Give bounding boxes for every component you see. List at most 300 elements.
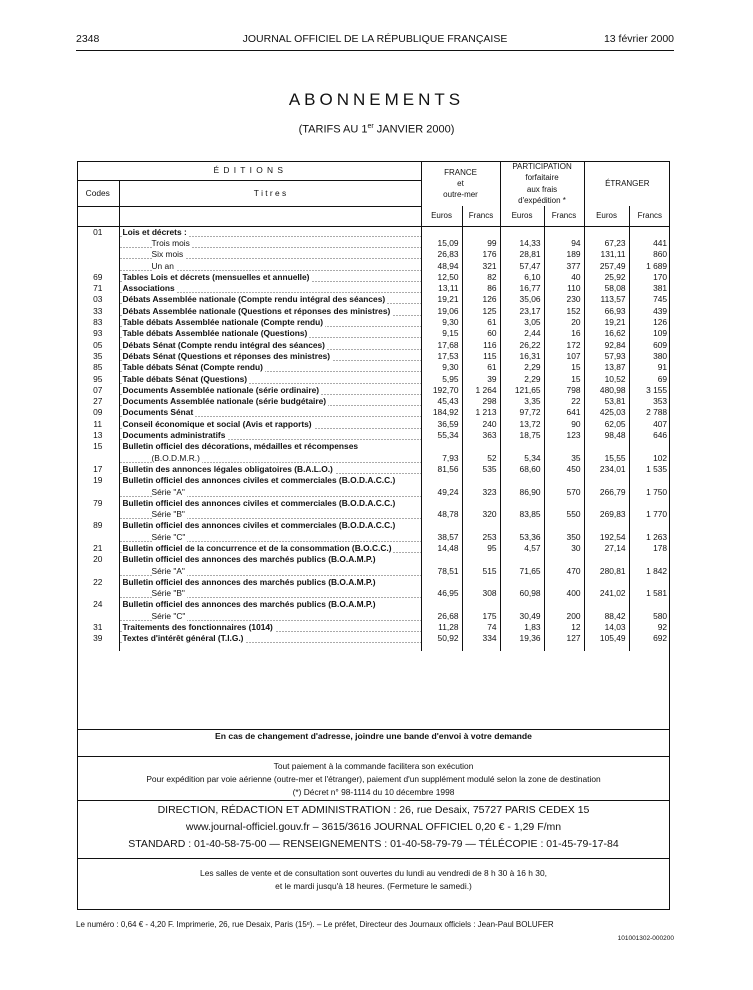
row-subtitle-text: Série "C" <box>151 610 186 621</box>
price-cell: 175 <box>462 611 500 622</box>
table-row <box>77 294 670 305</box>
price-cell: 131,11 <box>584 249 629 260</box>
row-title <box>119 622 421 633</box>
row-title-text: Trois mois <box>151 237 190 248</box>
francs-header: Francs <box>462 206 500 226</box>
price-cell: 320 <box>462 509 500 520</box>
row-code: 11 <box>93 418 103 429</box>
row-code: 15 <box>93 441 103 452</box>
page-title: ABONNEMENTS <box>288 90 465 109</box>
table-row <box>77 577 670 588</box>
price-cell: 16,62 <box>584 328 629 339</box>
table-row <box>77 306 670 317</box>
table-row <box>77 487 670 498</box>
price-cell: 52 <box>462 453 500 464</box>
price-cell: 5,95 <box>421 374 462 385</box>
price-cell: 860 <box>629 249 670 260</box>
empty-cell <box>584 441 629 452</box>
price-cell: 4,57 <box>500 543 544 554</box>
price-cell: 9,30 <box>421 362 462 373</box>
tariff-table <box>77 161 670 651</box>
price-cell: 13,72 <box>500 419 544 430</box>
table-row <box>77 328 670 339</box>
price-cell: 58,08 <box>584 283 629 294</box>
table-row <box>77 385 670 396</box>
price-cell: 1 535 <box>629 464 670 475</box>
row-code: 89 <box>93 520 103 531</box>
price-cell: 67,23 <box>584 238 629 249</box>
table-row <box>77 261 670 272</box>
price-cell: 3 155 <box>629 385 670 396</box>
page-number: 2348 <box>76 33 100 45</box>
row-code <box>77 249 119 260</box>
price-cell: 2,44 <box>500 328 544 339</box>
price-cell: 61 <box>462 317 500 328</box>
row-title <box>119 317 421 328</box>
price-cell: 1 842 <box>629 566 670 577</box>
payment-notice: Tout paiement à la commande facilitera son exécution Pour expédition par voie aérienne (outre-mer et l'étranger), paiement d'un supplément modulé selon la zone de destination (*) Décret n° 98-1114 du 10 décembre 1998 <box>146 761 601 797</box>
price-cell: 439 <box>629 306 670 317</box>
price-cell: 57,93 <box>584 351 629 362</box>
price-cell: 535 <box>462 464 500 475</box>
table-row <box>77 396 670 407</box>
row-title <box>119 520 421 531</box>
price-cell: 99 <box>462 238 500 249</box>
price-cell: 3,05 <box>500 317 544 328</box>
row-code: 13 <box>93 430 103 441</box>
price-cell: 15 <box>544 362 584 373</box>
table-row <box>77 464 670 475</box>
price-cell: 48,94 <box>421 261 462 272</box>
row-title <box>119 238 421 249</box>
table-row <box>77 317 670 328</box>
table-row <box>77 509 670 520</box>
price-cell: 116 <box>462 340 500 351</box>
price-cell: 189 <box>544 249 584 260</box>
price-cell: 2 788 <box>629 407 670 418</box>
price-cell: 6,10 <box>500 272 544 283</box>
francs-header: Francs <box>544 206 584 226</box>
row-title <box>119 554 421 565</box>
empty-cell <box>462 475 500 486</box>
price-cell: 97,72 <box>500 407 544 418</box>
price-cell: 200 <box>544 611 584 622</box>
row-title-text: Débats Sénat (Compte rendu intégral des séances) <box>122 339 325 350</box>
price-cell: 184,92 <box>421 407 462 418</box>
price-cell: 121,65 <box>500 385 544 396</box>
price-cell: 26,68 <box>421 611 462 622</box>
empty-cell <box>500 520 544 531</box>
table-row <box>77 475 670 486</box>
empty-cell <box>421 599 462 610</box>
price-cell: 17,53 <box>421 351 462 362</box>
row-code: 17 <box>93 463 103 474</box>
row-title <box>119 261 421 272</box>
price-cell: 86,90 <box>500 487 544 498</box>
row-code: 79 <box>93 497 103 508</box>
header-rule <box>76 50 674 51</box>
table-row <box>77 611 670 622</box>
price-cell: 321 <box>462 261 500 272</box>
price-cell <box>544 226 584 238</box>
journal-name: JOURNAL OFFICIEL DE LA RÉPUBLIQUE FRANÇAISE <box>242 33 508 45</box>
price-cell: 61 <box>462 362 500 373</box>
price-cell: 257,49 <box>584 261 629 272</box>
price-cell: 91 <box>629 362 670 373</box>
empty-cell <box>500 475 544 486</box>
row-title <box>119 430 421 441</box>
row-code: 27 <box>93 396 103 407</box>
row-code: 71 <box>93 283 103 294</box>
row-title <box>119 633 421 644</box>
empty-cell <box>544 599 584 610</box>
price-cell: 609 <box>629 340 670 351</box>
price-cell: 170 <box>629 272 670 283</box>
row-title-text: Table débats Assemblée nationale (Questions) <box>122 328 308 339</box>
table-row <box>77 543 670 554</box>
empty-cell <box>629 577 670 588</box>
row-subtitle <box>119 611 421 622</box>
codes-header: Codes <box>77 180 119 206</box>
price-cell: 745 <box>629 294 670 305</box>
price-cell: 9,30 <box>421 317 462 328</box>
price-cell <box>462 226 500 238</box>
empty-cell <box>629 498 670 509</box>
table-row <box>77 498 670 509</box>
price-cell: 49,24 <box>421 487 462 498</box>
euros-header: Euros <box>421 206 462 226</box>
row-code: 85 <box>93 362 103 373</box>
price-cell: 15,55 <box>584 453 629 464</box>
price-cell: 570 <box>544 487 584 498</box>
empty-cell <box>544 475 584 486</box>
euros-header: Euros <box>500 206 544 226</box>
price-cell: 425,03 <box>584 407 629 418</box>
francs-header: Francs <box>629 206 670 226</box>
row-code: 35 <box>93 350 103 361</box>
table-row <box>77 520 670 531</box>
row-code <box>77 453 119 464</box>
table-row <box>77 419 670 430</box>
price-cell: 60 <box>462 328 500 339</box>
price-cell: 380 <box>629 351 670 362</box>
price-cell: 123 <box>544 430 584 441</box>
price-cell: 26,83 <box>421 249 462 260</box>
price-cell: 92,84 <box>584 340 629 351</box>
empty-cell <box>629 475 670 486</box>
row-title <box>119 385 421 396</box>
price-cell: 90 <box>544 419 584 430</box>
price-cell: 280,81 <box>584 566 629 577</box>
empty-cell <box>584 520 629 531</box>
row-title-text: Bulletin officiel des annonces des marchés publics (B.O.A.M.P.) <box>122 554 376 565</box>
price-cell: 88,42 <box>584 611 629 622</box>
price-cell: 298 <box>462 396 500 407</box>
price-cell: 35,06 <box>500 294 544 305</box>
table-row <box>77 362 670 373</box>
price-cell: 1 263 <box>629 532 670 543</box>
table-row <box>77 407 670 418</box>
price-cell: 102 <box>629 453 670 464</box>
row-title <box>119 328 421 339</box>
price-cell: 10,52 <box>584 374 629 385</box>
row-code: 31 <box>93 622 103 633</box>
empty-cell <box>421 554 462 565</box>
price-cell: 14,48 <box>421 543 462 554</box>
empty-cell <box>500 554 544 565</box>
price-cell: 28,81 <box>500 249 544 260</box>
price-cell: 515 <box>462 566 500 577</box>
price-cell: 407 <box>629 419 670 430</box>
price-cell: 23,17 <box>500 306 544 317</box>
price-cell: 3,35 <box>500 396 544 407</box>
row-title-text: Documents Assemblée nationale (série ordinaire) <box>122 384 320 395</box>
price-cell: 94 <box>544 238 584 249</box>
empty-cell <box>544 554 584 565</box>
price-cell: 39 <box>462 374 500 385</box>
row-code: 93 <box>93 328 103 339</box>
price-cell: 105,49 <box>584 633 629 644</box>
empty-cell <box>462 520 500 531</box>
row-code: 09 <box>93 407 103 418</box>
row-subtitle <box>119 532 421 543</box>
price-cell: 14,03 <box>584 622 629 633</box>
row-code <box>77 588 119 599</box>
row-title-text: Débats Sénat (Questions et réponses des ministres) <box>122 350 331 361</box>
row-code <box>77 566 119 577</box>
price-cell: 48,78 <box>421 509 462 520</box>
price-cell: 53,81 <box>584 396 629 407</box>
price-cell: 81,56 <box>421 464 462 475</box>
row-title <box>119 340 421 351</box>
row-title-text: Table débats Sénat (Compte rendu) <box>122 362 263 373</box>
price-cell: 12,50 <box>421 272 462 283</box>
price-cell: 125 <box>462 306 500 317</box>
price-cell: 441 <box>629 238 670 249</box>
price-cell: 172 <box>544 340 584 351</box>
empty-cell <box>629 441 670 452</box>
price-cell: 14,33 <box>500 238 544 249</box>
empty-cell <box>544 577 584 588</box>
empty-cell <box>421 577 462 588</box>
row-title-text: Documents Sénat <box>122 407 194 418</box>
table-row <box>77 272 670 283</box>
price-cell <box>584 226 629 238</box>
price-cell: 26,22 <box>500 340 544 351</box>
divider <box>77 858 670 859</box>
price-cell: 550 <box>544 509 584 520</box>
price-cell: 178 <box>629 543 670 554</box>
empty-cell <box>500 599 544 610</box>
empty-cell <box>544 520 584 531</box>
row-title-text: Associations <box>122 283 175 294</box>
row-code: 33 <box>93 305 103 316</box>
price-cell: 53,36 <box>500 532 544 543</box>
table-row <box>77 599 670 610</box>
empty-cell <box>462 498 500 509</box>
empty-cell <box>629 554 670 565</box>
empty-cell <box>421 520 462 531</box>
price-cell: 98,48 <box>584 430 629 441</box>
row-title <box>119 419 421 430</box>
etranger-header: ÉTRANGER <box>584 161 670 206</box>
price-cell: 230 <box>544 294 584 305</box>
row-subtitle-text: Série "C" <box>151 531 186 542</box>
empty-cell <box>584 498 629 509</box>
row-title-text: Documents administratifs <box>122 430 226 441</box>
price-cell <box>629 226 670 238</box>
table-row <box>77 566 670 577</box>
address-change-notice: En cas de changement d'adresse, joindre une bande d'envoi à votre demande <box>215 731 532 741</box>
row-code <box>77 532 119 543</box>
price-cell: 381 <box>629 283 670 294</box>
table-row <box>77 554 670 565</box>
row-subtitle <box>119 487 421 498</box>
price-cell: 363 <box>462 430 500 441</box>
row-code <box>77 509 119 520</box>
price-cell: 82 <box>462 272 500 283</box>
price-cell: 480,98 <box>584 385 629 396</box>
price-cell: 641 <box>544 407 584 418</box>
price-cell: 1 689 <box>629 261 670 272</box>
price-cell: 74 <box>462 622 500 633</box>
issue-date: 13 février 2000 <box>603 33 674 45</box>
empty-cell <box>462 554 500 565</box>
table-row <box>77 430 670 441</box>
price-cell: 692 <box>629 633 670 644</box>
price-cell: 38,57 <box>421 532 462 543</box>
row-code: 22 <box>93 576 103 587</box>
row-title-text: Un an <box>151 260 174 271</box>
row-code: 05 <box>93 339 103 350</box>
price-cell: 9,15 <box>421 328 462 339</box>
table-row <box>77 283 670 294</box>
row-subtitle <box>119 566 421 577</box>
price-cell: 83,85 <box>500 509 544 520</box>
footer-reference: 101001302-000200 <box>617 935 674 942</box>
price-cell: 646 <box>629 430 670 441</box>
row-title-text: Bulletin des annonces légales obligatoires (B.A.L.O.) <box>122 463 333 474</box>
row-title <box>119 362 421 373</box>
price-cell: 40 <box>544 272 584 283</box>
row-code: 69 <box>93 271 103 282</box>
price-cell: 1 264 <box>462 385 500 396</box>
table-row <box>77 622 670 633</box>
row-title <box>119 396 421 407</box>
price-cell: 353 <box>629 396 670 407</box>
empty-cell <box>462 441 500 452</box>
table-bottom-rule <box>77 729 670 730</box>
row-title-text: Bulletin officiel des annonces des marchés publics (B.O.A.M.P.) <box>122 576 376 587</box>
row-code: 95 <box>93 373 103 384</box>
row-subtitle-text: Série "A" <box>151 565 185 576</box>
row-subtitle-text: Série "A" <box>151 486 185 497</box>
france-header: FRANCE et outre-mer <box>421 161 500 206</box>
participation-header: PARTICIPATION forfaitaire aux frais d'expédition * <box>500 161 584 206</box>
empty-cell <box>544 441 584 452</box>
row-code <box>77 238 119 249</box>
row-title-text: Bulletin officiel des décorations, médailles et récompenses <box>122 441 359 452</box>
row-title <box>119 294 421 305</box>
row-title <box>119 283 421 294</box>
price-cell: 1 581 <box>629 588 670 599</box>
empty-cell <box>584 475 629 486</box>
price-cell: 580 <box>629 611 670 622</box>
table-row <box>77 374 670 385</box>
price-cell: 109 <box>629 328 670 339</box>
row-title <box>119 351 421 362</box>
price-cell: 86 <box>462 283 500 294</box>
price-cell: 12 <box>544 622 584 633</box>
price-cell: 266,79 <box>584 487 629 498</box>
price-cell: 240 <box>462 419 500 430</box>
price-cell: 110 <box>544 283 584 294</box>
price-cell: 15,09 <box>421 238 462 249</box>
editions-header: É D I T I O N S <box>77 161 421 180</box>
price-cell: 1 770 <box>629 509 670 520</box>
empty-cell <box>629 599 670 610</box>
price-cell: 1,83 <box>500 622 544 633</box>
price-cell: 115 <box>462 351 500 362</box>
table-row <box>77 238 670 249</box>
price-cell: 152 <box>544 306 584 317</box>
empty-cell <box>629 520 670 531</box>
sales-hours: Les salles de vente et de consultation sont ouvertes du lundi au vendredi de 8 h 30 à 16 h 30, et le mardi jusqu'à 18 heures. (Fermeture le samedi.) <box>200 868 547 891</box>
price-cell: 18,75 <box>500 430 544 441</box>
price-cell: 334 <box>462 633 500 644</box>
price-cell: 5,34 <box>500 453 544 464</box>
row-subtitle-text: Série "B" <box>151 509 185 520</box>
price-cell: 78,51 <box>421 566 462 577</box>
price-cell: 377 <box>544 261 584 272</box>
row-title-text: Lois et décrets : <box>122 226 187 237</box>
price-cell: 92 <box>629 622 670 633</box>
price-cell: 16 <box>544 328 584 339</box>
price-cell: 69 <box>629 374 670 385</box>
divider <box>77 756 670 757</box>
row-code: 01 <box>93 226 103 237</box>
price-cell: 36,59 <box>421 419 462 430</box>
divider <box>77 800 670 801</box>
page-header <box>76 33 674 47</box>
row-title <box>119 543 421 554</box>
table-row <box>77 441 670 452</box>
price-cell: 11,28 <box>421 622 462 633</box>
page-subtitle: (TARIFS AU 1er JANVIER 2000) <box>298 123 455 136</box>
empty-cell <box>421 441 462 452</box>
row-title <box>119 249 421 260</box>
price-cell: 2,29 <box>500 362 544 373</box>
price-cell: 192,54 <box>584 532 629 543</box>
price-cell: 192,70 <box>421 385 462 396</box>
price-cell: 35 <box>544 453 584 464</box>
row-subtitle <box>119 509 421 520</box>
row-code: 20 <box>93 554 103 565</box>
price-cell: 66,93 <box>584 306 629 317</box>
empty-cell <box>462 577 500 588</box>
price-cell: 269,83 <box>584 509 629 520</box>
table-row <box>77 249 670 260</box>
row-title-text: Bulletin officiel de la concurrence et de la consommation (B.O.C.C.) <box>122 543 392 553</box>
price-cell: 55,34 <box>421 430 462 441</box>
price-cell: 13,87 <box>584 362 629 373</box>
row-title <box>119 599 421 610</box>
price-cell: 22 <box>544 396 584 407</box>
price-cell: 7,93 <box>421 453 462 464</box>
table-row <box>77 453 670 464</box>
table-row <box>77 340 670 351</box>
row-title-text: Bulletin officiel des annonces civiles et commerciales (B.O.D.A.C.C.) <box>122 497 396 508</box>
